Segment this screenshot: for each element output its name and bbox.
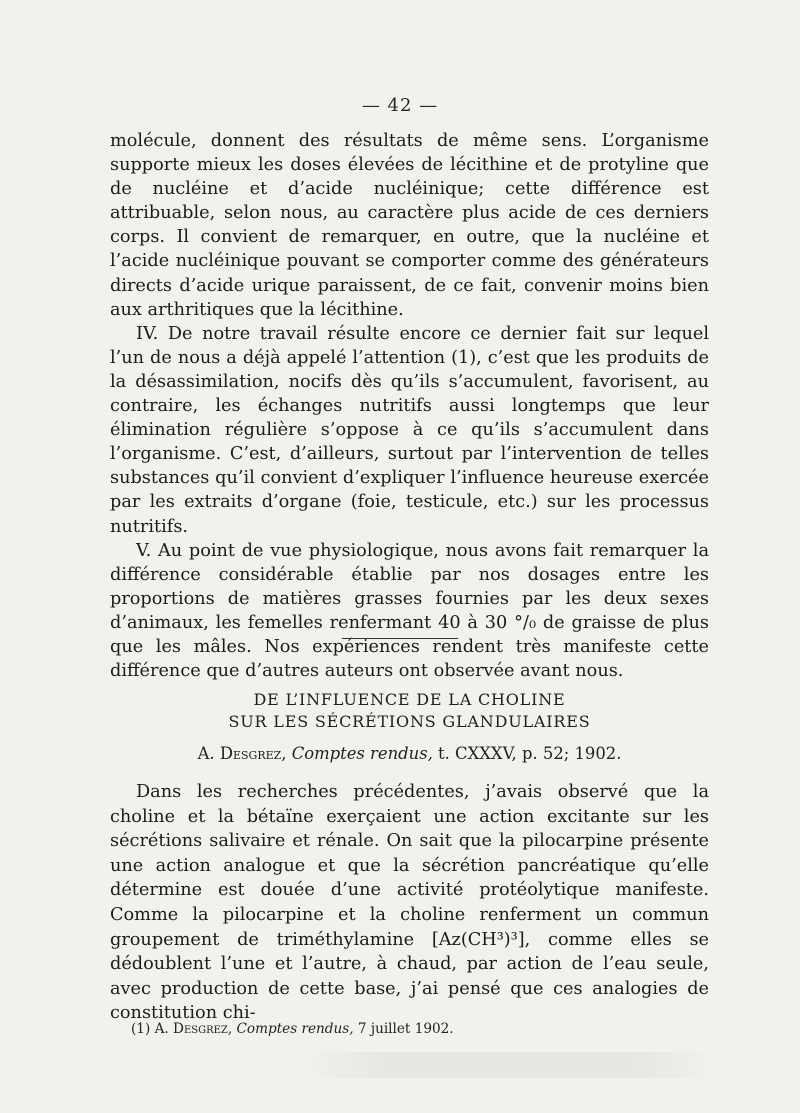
choline-paragraph: Dans les recherches précédentes, j’avais observé que la choline et la bétaïne exerçaient une action excitante sur les sécrétions salivaire et rénale. On sait que la pilocarpine présente une action analogue et que la sécrétion pancréatique qu’elle détermine est douée d’une activité protéolytique manifeste. Comme la pilocarpine et la choline renferment un commun groupement de triméthylamine [Az(CH³)³], comme elles se dédoublent l’une et l’autre, à chaud, par action de l’eau seule, avec production de cette base, j’ai pensé que ces analogies de constitution chi- [110, 782, 709, 1024]
section-title-line-2: SUR LES SÉCRÉTIONS GLANDULAIRES [228, 712, 591, 731]
paper-show-through [300, 1052, 720, 1078]
paragraph-iv: IV. De notre travail résulte encore ce dernier fait sur lequel l’un de nous a déjà appelé l’attention (1), c’est que les produits de la désassimilation, nocifs dès qu’ils s’accumulent, favorisent, au contraire, les échanges nutritifs aussi longtemps que leur élimination régulière s’oppose à ce qu’ils s’accumulent dans l’organisme. C’est, d’ailleurs, surtout par l’intervention de telles substances qu’il convient d’expliquer l’influence heureuse exercée par les extraits d’organe (foie, testicule, etc.) sur les processus nutritifs. [110, 323, 709, 537]
upper-text-block [110, 129, 709, 683]
section-divider [342, 638, 458, 639]
footnote-author: A. Desgrez, [154, 1021, 233, 1037]
citation-author: A. Desgrez, [197, 744, 287, 763]
footnote-details: 7 juillet 1902. [353, 1021, 454, 1037]
citation-details: t. CXXXV, p. 52; 1902. [432, 744, 622, 763]
citation-journal: Comptes rendus, [291, 744, 433, 763]
footnote-journal: Comptes rendus, [236, 1021, 354, 1037]
footnote [131, 1020, 454, 1038]
paragraph-v: V. Au point de vue physiologique, nous avons fait remarquer la différence considérable établie par nos dosages entre les proportions de matières grasses fournies par les deux sexes d’animaux, les femelles renfermant 40 à 30 °/₀ de graisse de plus que les mâles. Nos expériences rendent très manifeste cette différence que d’autres auteurs ont observée avant nous. [110, 540, 709, 682]
section-title-line-1: DE L’INFLUENCE DE LA CHOLINE [253, 690, 566, 709]
footnote-marker: (1) [131, 1021, 151, 1037]
page-number: — 42 — [361, 95, 439, 116]
paragraph-continuation: molécule, donnent des résultats de même sens. L’organisme supporte mieux les doses élevées de lécithine et de protyline que de nucléine et d’acide nucléinique; cette différence est attribuable, selon nous, au caractère plus acide de ces derniers corps. Il convient de remarquer, en outre, que la nucléine et l’acide nucléinique pouvant se comporter comme des générateurs directs d’acide urique paraissent, de ce fait, convenir moins bien aux arthritiques que la lécithine. [110, 131, 709, 320]
section-citation [110, 743, 709, 765]
lower-text-block [110, 780, 709, 1026]
